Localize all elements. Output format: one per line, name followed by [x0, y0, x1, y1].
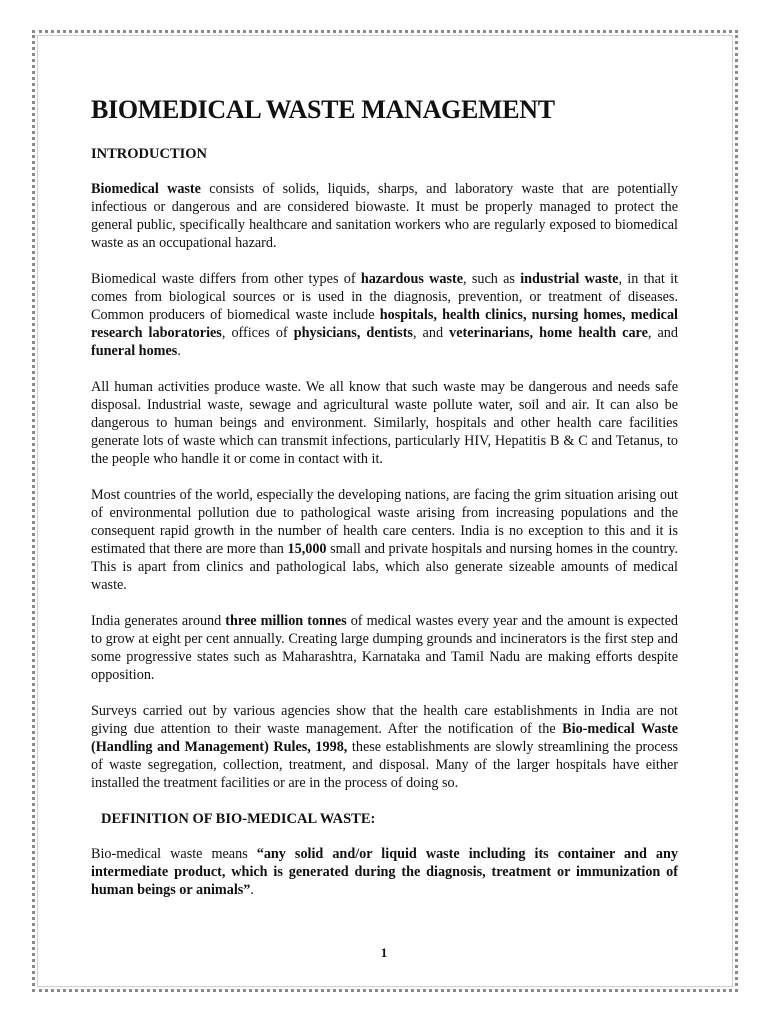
bold-term: three million tonnes	[225, 613, 347, 629]
document-body	[91, 93, 678, 917]
bold-term: Biomedical waste	[91, 181, 201, 197]
paragraph-3: All human activities produce waste. We all know that such waste may be dangerous and needs safe disposal. Industrial waste, sewage and agricultural waste pollute water, soil and air. It can also be dangerous to human beings and environment. Similarly, hospitals and other health care facilities generate lots of waste which can transmit infections, particularly HIV, Hepatitis B & C and Tetanus, to the people who handle it or come in contact with it.	[91, 379, 678, 467]
bold-term: physicians, dentists	[293, 325, 413, 341]
bold-term: hazardous waste	[360, 271, 464, 287]
paragraph-2: Biomedical waste differs from other types of hazardous waste, such as industrial waste, in that it comes from biological sources or is used in the diagnosis, prevention, or treatment of diseases. Common producers of biomedical waste include hospitals, health clinics, nursing homes, medical research laboratories, offices of physicians, dentists, and veterinarians, home health care, and funeral homes.	[91, 271, 678, 359]
document-title: BIOMEDICAL WASTE MANAGEMENT	[91, 95, 555, 124]
paragraph-7: Bio-medical waste means “any solid and/or liquid waste including its container and any intermediate product, which is generated during the diagnosis, treatment or immunization of human beings or animals”.	[91, 846, 678, 898]
page-number: 1	[380, 945, 388, 960]
bold-term: “any solid and/or liquid waste including its container and any intermediate product, which is generated during the diagnosis, treatment or immunization of human beings or animals”	[91, 846, 678, 898]
paragraph-6: Surveys carried out by various agencies show that the health care establishments in India are not giving due attention to their waste management. After the notification of the Bio-medical Waste (Handling and Management) Rules, 1998, these establishments are slowly streamlining the process of waste segregation, collection, treatment, and disposal. Many of the larger hospitals have either installed the treatment facilities or are in the process of doing so.	[91, 703, 678, 791]
paragraph-4: Most countries of the world, especially the developing nations, are facing the grim situation arising out of environmental pollution due to pathological waste arising from increasing populations and the consequent rapid growth in the number of health care centers. India is no exception to this and it is estimated that there are more than 15,000 small and private hospitals and nursing homes in the country. This is apart from clinics and pathological labs, which also generate sizeable amounts of medical waste.	[91, 487, 678, 593]
paragraph-1: Biomedical waste consists of solids, liquids, sharps, and laboratory waste that are potentially infectious or dangerous and are considered biowaste. It must be properly managed to protect the general public, specifically healthcare and sanitation workers who are regularly exposed to biomedical waste as an occupational hazard.	[91, 181, 678, 251]
bold-term: funeral homes	[91, 343, 178, 359]
definition-heading: DEFINITION OF BIO-MEDICAL WASTE:	[101, 811, 376, 827]
bold-term: industrial waste	[520, 271, 619, 287]
bold-term: hospitals, health clinics, nursing homes, medical research laboratories	[91, 307, 678, 341]
paragraph-5: India generates around three million tonnes of medical wastes every year and the amount is expected to grow at eight per cent annually. Creating large dumping grounds and incinerators is the first step and some progressive states such as Maharashtra, Karnataka and Tamil Nadu are making efforts despite opposition.	[91, 613, 678, 683]
bold-term: 15,000	[287, 541, 327, 557]
bold-term: veterinarians, home health care	[449, 325, 648, 341]
bold-term: Bio-medical Waste (Handling and Management) Rules, 1998,	[91, 721, 678, 755]
intro-heading: INTRODUCTION	[91, 146, 208, 162]
